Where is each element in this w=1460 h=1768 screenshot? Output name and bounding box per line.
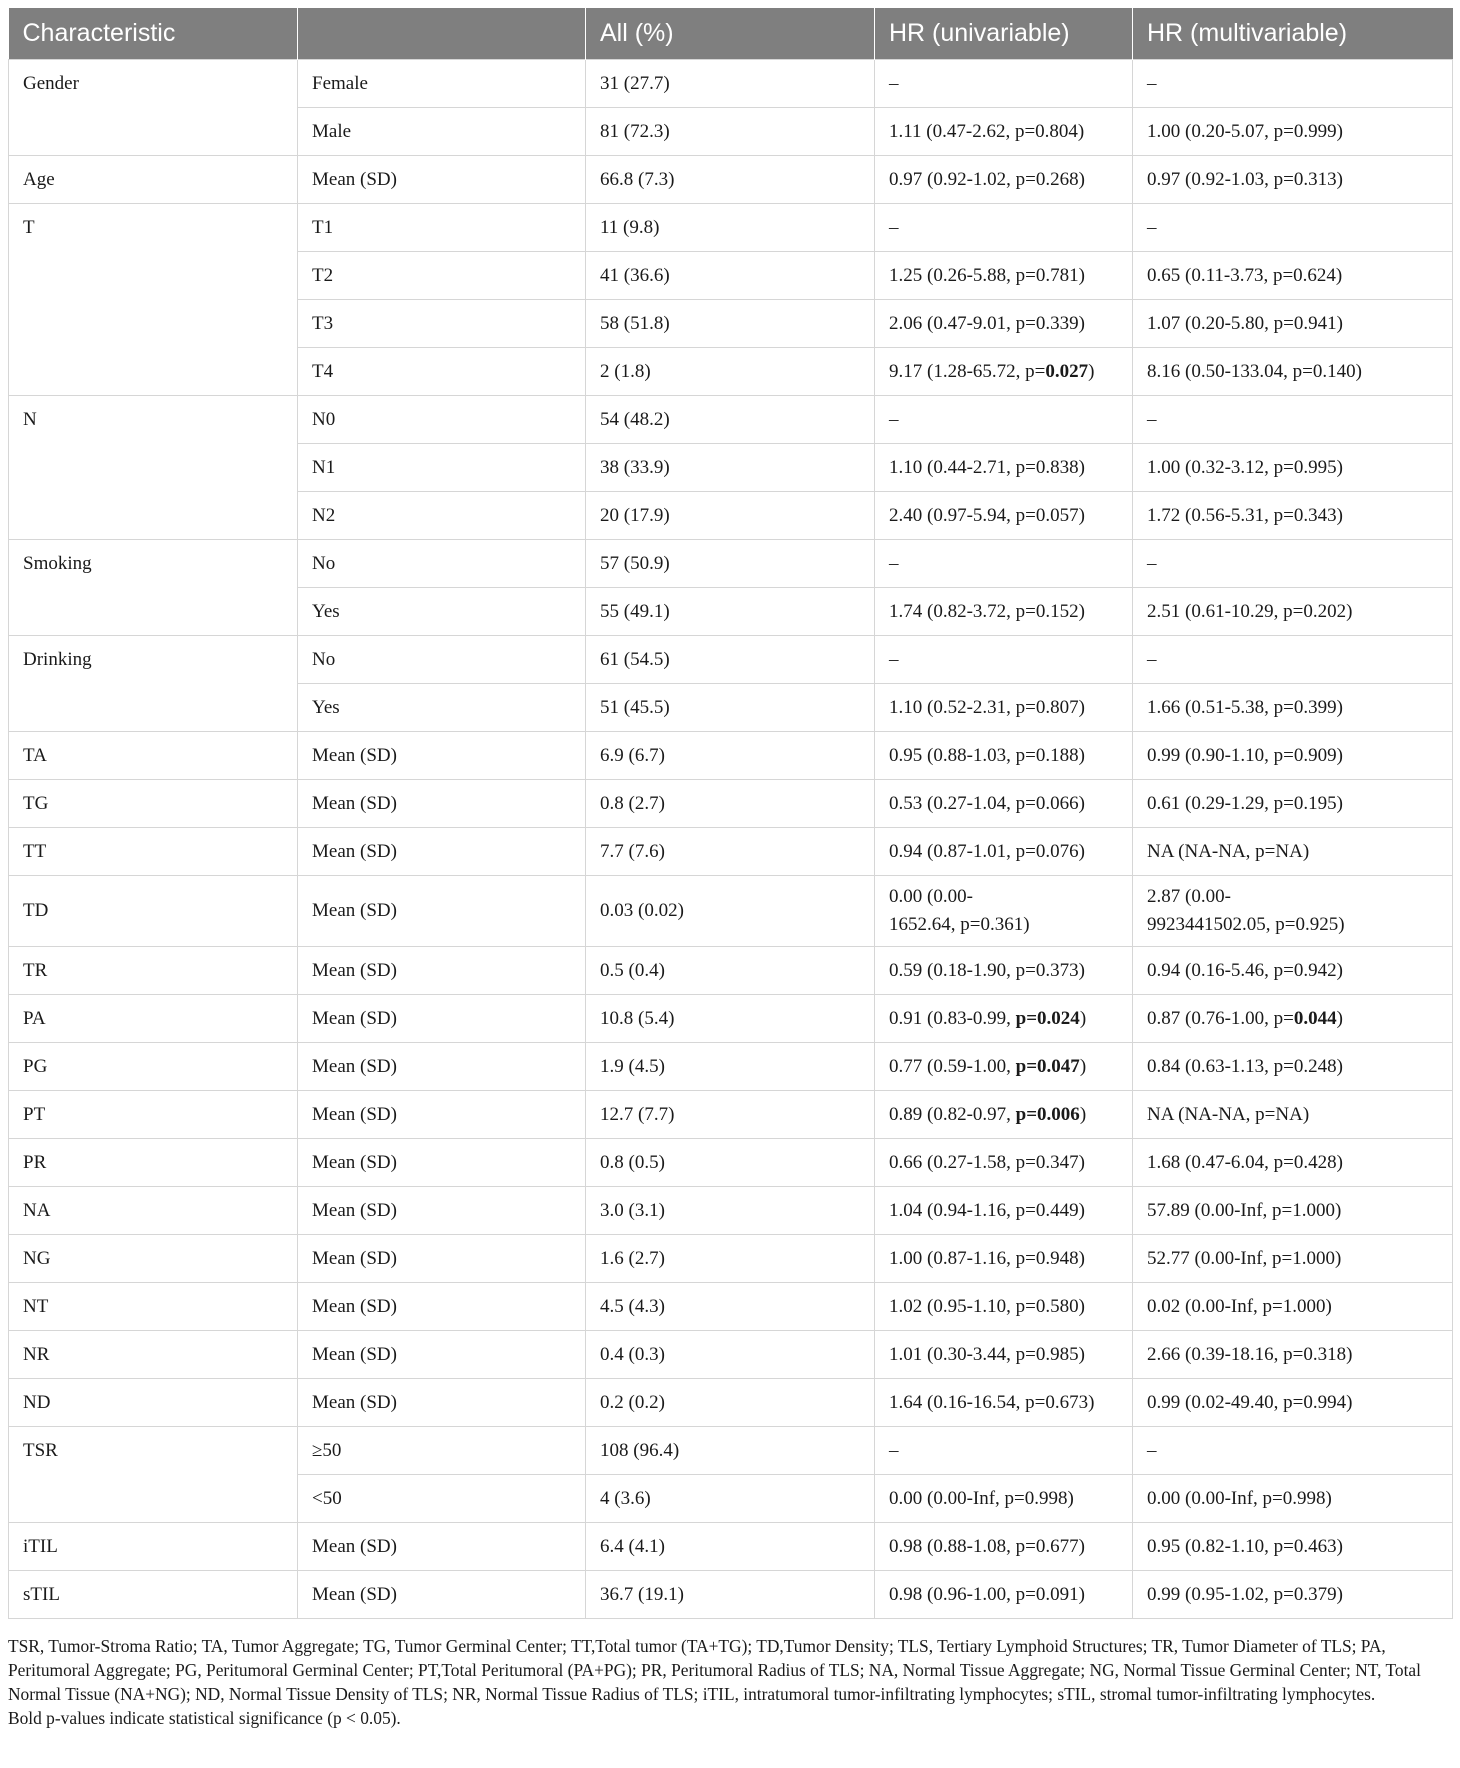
table-row	[9, 396, 1453, 444]
hr-multivariable-cell: –	[1133, 1427, 1453, 1475]
all-percent-cell: 11 (9.8)	[586, 204, 875, 252]
subcategory-cell: No	[298, 540, 586, 588]
subcategory-cell: Yes	[298, 588, 586, 636]
subcategory-cell: Mean (SD)	[298, 1571, 586, 1619]
characteristic-cell: T	[9, 204, 298, 396]
hr-multivariable-cell: NA (NA-NA, p=NA)	[1133, 828, 1453, 876]
table-row	[9, 60, 1453, 108]
subcategory-cell: Mean (SD)	[298, 1043, 586, 1091]
hr-multivariable-cell: 1.00 (0.32-3.12, p=0.995)	[1133, 444, 1453, 492]
table-row	[9, 636, 1453, 684]
hr-univariable-cell: 2.40 (0.97-5.94, p=0.057)	[875, 492, 1133, 540]
table-row	[9, 156, 1453, 204]
characteristic-cell: iTIL	[9, 1523, 298, 1571]
all-percent-cell: 0.8 (2.7)	[586, 780, 875, 828]
hr-multivariable-cell: 57.89 (0.00-Inf, p=1.000)	[1133, 1187, 1453, 1235]
subcategory-cell: Mean (SD)	[298, 732, 586, 780]
table-row	[9, 876, 1453, 947]
all-percent-cell: 0.8 (0.5)	[586, 1139, 875, 1187]
subcategory-cell: Mean (SD)	[298, 1379, 586, 1427]
hr-multivariable-cell: 0.99 (0.02-49.40, p=0.994)	[1133, 1379, 1453, 1427]
hr-univariable-cell: 0.77 (0.59-1.00, p=0.047)	[875, 1043, 1133, 1091]
subcategory-cell: Female	[298, 60, 586, 108]
table-row	[9, 1379, 1453, 1427]
subcategory-cell: Mean (SD)	[298, 1235, 586, 1283]
hr-multivariable-cell: 0.94 (0.16-5.46, p=0.942)	[1133, 947, 1453, 995]
hr-univariable-cell: 1.02 (0.95-1.10, p=0.580)	[875, 1283, 1133, 1331]
all-percent-cell: 6.9 (6.7)	[586, 732, 875, 780]
table-row	[9, 828, 1453, 876]
table-row	[9, 995, 1453, 1043]
hr-univariable-cell: 1.10 (0.44-2.71, p=0.838)	[875, 444, 1133, 492]
all-percent-cell: 20 (17.9)	[586, 492, 875, 540]
all-percent-cell: 2 (1.8)	[586, 348, 875, 396]
hr-univariable-cell: –	[875, 396, 1133, 444]
hr-multivariable-cell: 0.99 (0.95-1.02, p=0.379)	[1133, 1571, 1453, 1619]
hr-multivariable-cell: –	[1133, 540, 1453, 588]
subcategory-cell: T3	[298, 300, 586, 348]
cell-line: 2.87 (0.00-	[1147, 886, 1231, 907]
hr-multivariable-cell: 2.51 (0.61-10.29, p=0.202)	[1133, 588, 1453, 636]
all-percent-cell: 66.8 (7.3)	[586, 156, 875, 204]
table-footnote	[8, 1634, 1452, 1730]
characteristic-cell: N	[9, 396, 298, 540]
hr-univariable-cell: 0.89 (0.82-0.97, p=0.006)	[875, 1091, 1133, 1139]
characteristics-table	[8, 8, 1453, 1619]
hr-univariable-cell: 0.00 (0.00-Inf, p=0.998)	[875, 1475, 1133, 1523]
subcategory-cell: Mean (SD)	[298, 780, 586, 828]
hr-multivariable-cell: 1.72 (0.56-5.31, p=0.343)	[1133, 492, 1453, 540]
hr-univariable-cell: 1.04 (0.94-1.16, p=0.449)	[875, 1187, 1133, 1235]
hr-univariable-cell: –	[875, 636, 1133, 684]
hr-univariable-cell	[875, 876, 1133, 947]
table-row	[9, 1235, 1453, 1283]
all-percent-cell: 58 (51.8)	[586, 300, 875, 348]
hr-multivariable-cell: NA (NA-NA, p=NA)	[1133, 1091, 1453, 1139]
hr-multivariable-cell: 0.00 (0.00-Inf, p=0.998)	[1133, 1475, 1453, 1523]
hr-multivariable-cell: 1.68 (0.47-6.04, p=0.428)	[1133, 1139, 1453, 1187]
all-percent-cell: 4.5 (4.3)	[586, 1283, 875, 1331]
hr-multivariable-cell: –	[1133, 396, 1453, 444]
subcategory-cell: Mean (SD)	[298, 1283, 586, 1331]
hr-multivariable-cell: 0.02 (0.00-Inf, p=1.000)	[1133, 1283, 1453, 1331]
all-percent-cell: 36.7 (19.1)	[586, 1571, 875, 1619]
characteristic-cell: Gender	[9, 60, 298, 156]
hr-univariable-cell: 1.64 (0.16-16.54, p=0.673)	[875, 1379, 1133, 1427]
subcategory-cell: Mean (SD)	[298, 1139, 586, 1187]
hr-univariable-cell: 0.53 (0.27-1.04, p=0.066)	[875, 780, 1133, 828]
subcategory-cell: Mean (SD)	[298, 1187, 586, 1235]
subcategory-cell: No	[298, 636, 586, 684]
all-percent-cell: 10.8 (5.4)	[586, 995, 875, 1043]
hr-univariable-cell: 0.98 (0.88-1.08, p=0.677)	[875, 1523, 1133, 1571]
table-row	[9, 780, 1453, 828]
characteristic-cell: NG	[9, 1235, 298, 1283]
hr-univariable-cell: 2.06 (0.47-9.01, p=0.339)	[875, 300, 1133, 348]
table-row	[9, 1283, 1453, 1331]
subcategory-cell: T1	[298, 204, 586, 252]
characteristic-cell: TA	[9, 732, 298, 780]
header-hr-multivariable: HR (multivariable)	[1133, 8, 1453, 60]
all-percent-cell: 54 (48.2)	[586, 396, 875, 444]
characteristic-cell: NT	[9, 1283, 298, 1331]
header-hr-univariable: HR (univariable)	[875, 8, 1133, 60]
characteristics-table-container	[8, 8, 1452, 1619]
footnote-abbreviations: TSR, Tumor-Stroma Ratio; TA, Tumor Aggregate; TG, Tumor Germinal Center; TT,Total tumor (TA+TG); TD,Tumor Density; TLS, Tertiary Lymphoid Structures; TR, Tumor Diameter of TLS; PA, Peritumoral Aggregate; PG, Peritumoral Germinal Center; PT,Total Peritumoral (PA+PG); PR, Peritumoral Radius of TLS; NA, Normal Tissue Aggregate; NG, Normal Tissue Germinal Center; NT, Total Normal Tissue (NA+NG); ND, Normal Tissue Density of TLS; NR, Normal Tissue Radius of TLS; iTIL, intratumoral tumor-infiltrating lymphocytes; sTIL, stromal tumor-infiltrating lymphocytes.	[8, 1636, 1421, 1704]
characteristic-cell: PR	[9, 1139, 298, 1187]
hr-multivariable-cell: –	[1133, 636, 1453, 684]
hr-multivariable-cell: 1.07 (0.20-5.80, p=0.941)	[1133, 300, 1453, 348]
hr-multivariable-cell: 1.66 (0.51-5.38, p=0.399)	[1133, 684, 1453, 732]
characteristic-cell: TD	[9, 876, 298, 947]
subcategory-cell: Mean (SD)	[298, 1091, 586, 1139]
hr-multivariable-cell: 0.65 (0.11-3.73, p=0.624)	[1133, 252, 1453, 300]
all-percent-cell: 1.9 (4.5)	[586, 1043, 875, 1091]
table-row	[9, 1523, 1453, 1571]
table-row	[9, 732, 1453, 780]
hr-univariable-cell: 1.25 (0.26-5.88, p=0.781)	[875, 252, 1133, 300]
all-percent-cell: 51 (45.5)	[586, 684, 875, 732]
characteristic-cell: PT	[9, 1091, 298, 1139]
hr-univariable-cell: 0.66 (0.27-1.58, p=0.347)	[875, 1139, 1133, 1187]
table-row	[9, 1427, 1453, 1475]
subcategory-cell: Mean (SD)	[298, 828, 586, 876]
all-percent-cell: 6.4 (4.1)	[586, 1523, 875, 1571]
cell-line: 1652.64, p=0.361)	[889, 914, 1030, 935]
all-percent-cell: 108 (96.4)	[586, 1427, 875, 1475]
hr-univariable-cell: –	[875, 60, 1133, 108]
hr-univariable-cell: –	[875, 204, 1133, 252]
characteristic-cell: ND	[9, 1379, 298, 1427]
table-row	[9, 1091, 1453, 1139]
subcategory-cell: T2	[298, 252, 586, 300]
subcategory-cell: Male	[298, 108, 586, 156]
significant-p-value: 0.044	[1293, 1007, 1337, 1029]
all-percent-cell: 55 (49.1)	[586, 588, 875, 636]
characteristic-cell: Smoking	[9, 540, 298, 636]
characteristic-cell: TG	[9, 780, 298, 828]
hr-multivariable-cell: 0.61 (0.29-1.29, p=0.195)	[1133, 780, 1453, 828]
hr-multivariable-cell	[1133, 876, 1453, 947]
subcategory-cell: Mean (SD)	[298, 876, 586, 947]
characteristic-cell: NA	[9, 1187, 298, 1235]
characteristic-cell: TT	[9, 828, 298, 876]
hr-univariable-cell: 1.74 (0.82-3.72, p=0.152)	[875, 588, 1133, 636]
subcategory-cell: Mean (SD)	[298, 1331, 586, 1379]
hr-univariable-cell: 1.01 (0.30-3.44, p=0.985)	[875, 1331, 1133, 1379]
subcategory-cell: Mean (SD)	[298, 995, 586, 1043]
subcategory-cell: <50	[298, 1475, 586, 1523]
hr-multivariable-cell: 0.99 (0.90-1.10, p=0.909)	[1133, 732, 1453, 780]
header-all-percent: All (%)	[586, 8, 875, 60]
hr-multivariable-cell: –	[1133, 204, 1453, 252]
subcategory-cell: T4	[298, 348, 586, 396]
all-percent-cell: 81 (72.3)	[586, 108, 875, 156]
hr-univariable-cell: 0.97 (0.92-1.02, p=0.268)	[875, 156, 1133, 204]
characteristic-cell: PG	[9, 1043, 298, 1091]
hr-multivariable-cell: 52.77 (0.00-Inf, p=1.000)	[1133, 1235, 1453, 1283]
table-row	[9, 1043, 1453, 1091]
all-percent-cell: 1.6 (2.7)	[586, 1235, 875, 1283]
hr-univariable-cell: 0.59 (0.18-1.90, p=0.373)	[875, 947, 1133, 995]
hr-multivariable-cell: 0.97 (0.92-1.03, p=0.313)	[1133, 156, 1453, 204]
table-header-row	[9, 8, 1453, 60]
characteristic-cell: Drinking	[9, 636, 298, 732]
all-percent-cell: 3.0 (3.1)	[586, 1187, 875, 1235]
table-row	[9, 1139, 1453, 1187]
all-percent-cell: 4 (3.6)	[586, 1475, 875, 1523]
all-percent-cell: 41 (36.6)	[586, 252, 875, 300]
all-percent-cell: 61 (54.5)	[586, 636, 875, 684]
hr-univariable-cell: 1.11 (0.47-2.62, p=0.804)	[875, 108, 1133, 156]
characteristic-cell: TR	[9, 947, 298, 995]
subcategory-cell: ≥50	[298, 1427, 586, 1475]
hr-univariable-cell: –	[875, 1427, 1133, 1475]
subcategory-cell: Yes	[298, 684, 586, 732]
hr-multivariable-cell: 0.95 (0.82-1.10, p=0.463)	[1133, 1523, 1453, 1571]
characteristic-cell: PA	[9, 995, 298, 1043]
cell-line: 0.00 (0.00-	[889, 886, 973, 907]
significant-p-value: p=0.006	[1015, 1103, 1080, 1125]
hr-univariable-cell: 0.94 (0.87-1.01, p=0.076)	[875, 828, 1133, 876]
hr-univariable-cell: 9.17 (1.28-65.72, p=0.027)	[875, 348, 1133, 396]
hr-multivariable-cell: –	[1133, 60, 1453, 108]
characteristic-cell: Age	[9, 156, 298, 204]
table-body	[9, 60, 1453, 1619]
hr-univariable-cell: 0.98 (0.96-1.00, p=0.091)	[875, 1571, 1133, 1619]
subcategory-cell: N0	[298, 396, 586, 444]
subcategory-cell: Mean (SD)	[298, 947, 586, 995]
characteristic-cell: NR	[9, 1331, 298, 1379]
all-percent-cell: 0.03 (0.02)	[586, 876, 875, 947]
all-percent-cell: 0.5 (0.4)	[586, 947, 875, 995]
table-row	[9, 1331, 1453, 1379]
subcategory-cell: N2	[298, 492, 586, 540]
subcategory-cell: N1	[298, 444, 586, 492]
all-percent-cell: 0.4 (0.3)	[586, 1331, 875, 1379]
table-row	[9, 540, 1453, 588]
hr-univariable-cell: 0.95 (0.88-1.03, p=0.188)	[875, 732, 1133, 780]
hr-univariable-cell: 0.91 (0.83-0.99, p=0.024)	[875, 995, 1133, 1043]
characteristic-cell: sTIL	[9, 1571, 298, 1619]
subcategory-cell: Mean (SD)	[298, 1523, 586, 1571]
hr-multivariable-cell: 8.16 (0.50-133.04, p=0.140)	[1133, 348, 1453, 396]
significant-p-value: 0.027	[1045, 360, 1089, 382]
hr-univariable-cell: 1.00 (0.87-1.16, p=0.948)	[875, 1235, 1133, 1283]
hr-multivariable-cell: 0.87 (0.76-1.00, p=0.044)	[1133, 995, 1453, 1043]
all-percent-cell: 57 (50.9)	[586, 540, 875, 588]
footnote-significance: Bold p-values indicate statistical significance (p < 0.05).	[8, 1708, 401, 1728]
all-percent-cell: 0.2 (0.2)	[586, 1379, 875, 1427]
all-percent-cell: 38 (33.9)	[586, 444, 875, 492]
hr-univariable-cell: 1.10 (0.52-2.31, p=0.807)	[875, 684, 1133, 732]
all-percent-cell: 12.7 (7.7)	[586, 1091, 875, 1139]
cell-line: 9923441502.05, p=0.925)	[1147, 914, 1345, 935]
significant-p-value: p=0.024	[1015, 1007, 1080, 1029]
all-percent-cell: 31 (27.7)	[586, 60, 875, 108]
characteristic-cell: TSR	[9, 1427, 298, 1523]
table-row	[9, 1187, 1453, 1235]
all-percent-cell: 7.7 (7.6)	[586, 828, 875, 876]
hr-univariable-cell: –	[875, 540, 1133, 588]
table-row	[9, 947, 1453, 995]
header-characteristic: Characteristic	[9, 8, 298, 60]
table-row	[9, 204, 1453, 252]
subcategory-cell: Mean (SD)	[298, 156, 586, 204]
table-row	[9, 1571, 1453, 1619]
hr-multivariable-cell: 1.00 (0.20-5.07, p=0.999)	[1133, 108, 1453, 156]
header-subcategory	[298, 8, 586, 60]
hr-multivariable-cell: 2.66 (0.39-18.16, p=0.318)	[1133, 1331, 1453, 1379]
significant-p-value: p=0.047	[1015, 1055, 1080, 1077]
hr-multivariable-cell: 0.84 (0.63-1.13, p=0.248)	[1133, 1043, 1453, 1091]
